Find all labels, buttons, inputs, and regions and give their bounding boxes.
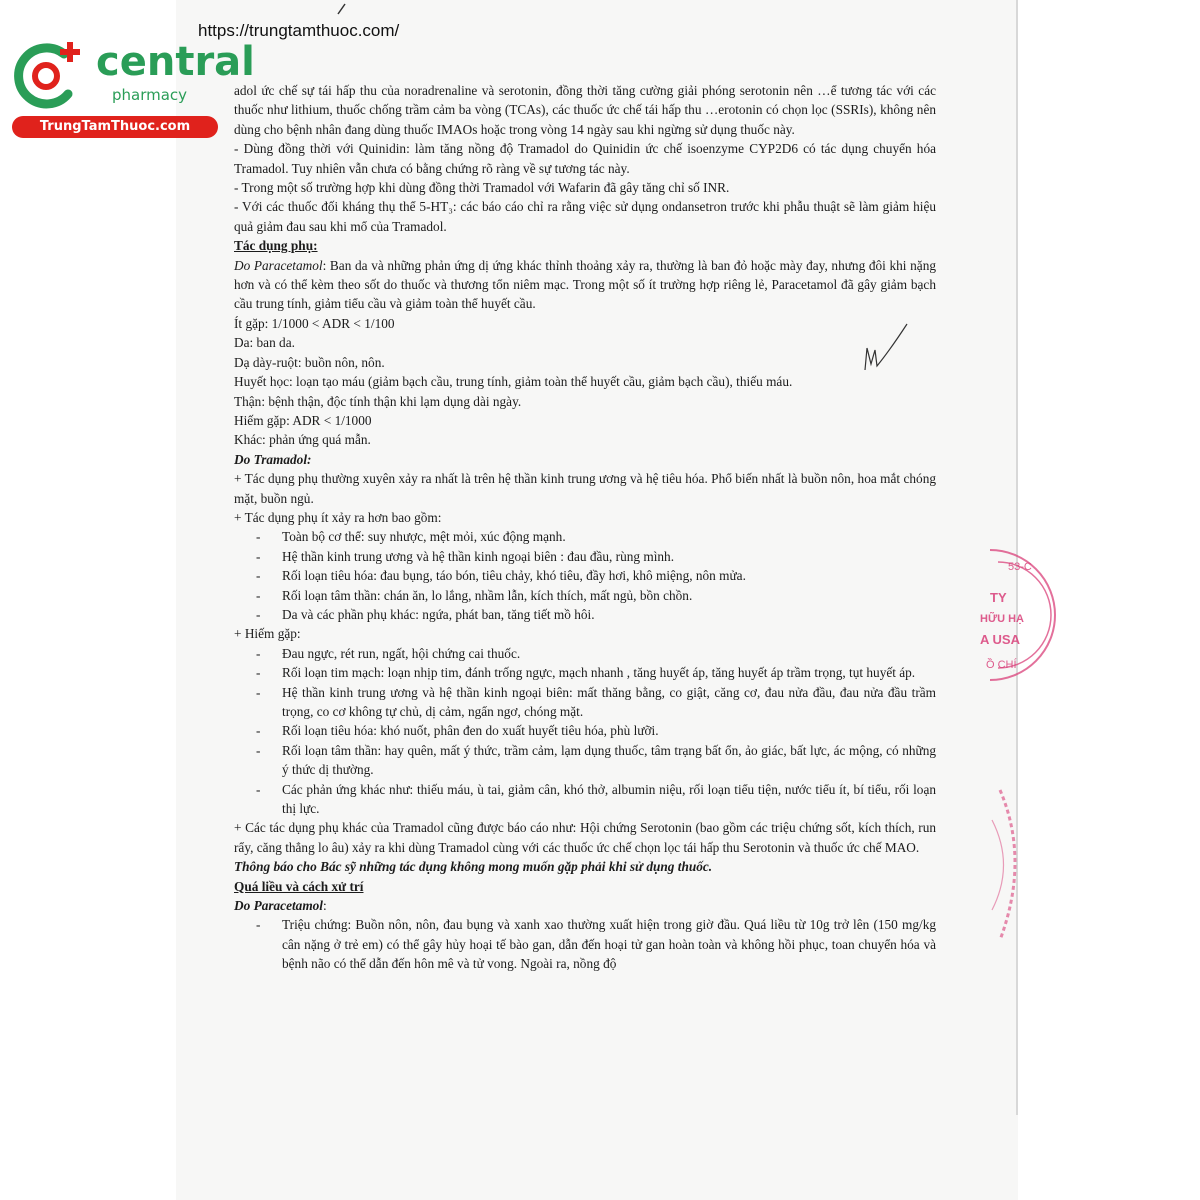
effect-line: Thận: bệnh thận, độc tính thận khi lạm dụng dài ngày. — [234, 393, 522, 409]
overdose-lead-colon: : — [323, 898, 327, 914]
effect-line: Huyết học: loạn tạo máu (giảm bạch cầu, trung tính, giảm toàn thể huyết cầu, giảm bạch cầu), thiếu máu. — [234, 374, 793, 390]
brand-name: central — [96, 39, 255, 85]
list-item: - Đau ngực, rét run, ngất, hội chứng cai thuốc. — [282, 644, 936, 663]
stamp-text: TY — [990, 590, 1007, 605]
tramadol-rare-title: + Hiếm gặp: — [234, 626, 301, 642]
stamp-text: HỮU HẠ — [980, 613, 1024, 625]
interaction-5ht3: - Với các thuốc đối kháng thụ thể 5-HT₃: các báo cáo chỉ ra rằng việc sử dụng ondansetron trước khi phẫu thuật sẽ làm giảm hiệu quả giảm đau sau khi mổ của Tramadol. — [234, 199, 936, 234]
source-url[interactable]: https://trungtamthuoc.com/ — [198, 21, 400, 40]
interaction-quinidin: - Dùng đồng thời với Quinidin: làm tăng nồng độ Tramadol do Quinidin ức chế isoenzyme CYP2D6 có tác dụng chuyển hóa Tramadol. Tuy nhiên vẫn chưa có bằng chứng rõ ràng về sự tương tác này. — [234, 141, 936, 176]
document-content — [234, 81, 936, 974]
paracetamol-paragraph — [234, 256, 936, 314]
signature-mark — [855, 320, 915, 380]
pen-mark-icon — [335, 2, 349, 16]
effect-line: Khác: phản ứng quá mẫn. — [234, 432, 371, 448]
stamp-text: A USA — [980, 632, 1020, 647]
interaction-paragraph: adol ức chế sự tái hấp thu của noradrenaline và serotonin, đồng thời tăng cường giải phóng serotonin nên …ể tương tác với các thuốc như lithium, thuốc chống trầm cảm ba vòng (TCAs), các thuốc ức chế tái hấp thu …erotonin có chọn lọc (SSRIs), không nên dùng cho bệnh nhân đang dùng thuốc IMAOs hoặc trong vòng 14 ngày sau khi ngừng sử dụng thuốc này. — [234, 83, 936, 137]
list-item: - Toàn bộ cơ thể: suy nhược, mệt mỏi, xúc động mạnh. — [282, 527, 936, 546]
central-pharmacy-logo[interactable] — [10, 36, 255, 136]
interaction-wafarin: - Trong một số trường hợp khi dùng đồng thời Tramadol với Wafarin đã gây tăng chỉ số INR. — [234, 180, 730, 196]
side-effects-heading: Tác dụng phụ: — [234, 238, 318, 254]
stamp-text: Ồ CHÍ — [986, 659, 1017, 671]
rare-list — [234, 644, 936, 819]
tramadol-other: + Các tác dụng phụ khác của Tramadol cũng được báo cáo như: Hội chứng Serotonin (bao gồm các triệu chứng sốt, kích thích, run rẩy, căng thẳng lo âu) xảy ra khi dùng Tramadol cùng với các thuốc ức chế chọn lọc tái hấp thu Serotonin và thuốc ức chế MAO. — [234, 820, 936, 855]
list-item: - Da và các phần phụ khác: ngứa, phát ban, tăng tiết mồ hôi. — [282, 605, 936, 624]
logo-c-cross-icon — [10, 36, 92, 118]
overdose-paracetamol-lead: Do Paracetamol — [234, 898, 324, 914]
overdose-list — [234, 915, 936, 973]
stamp-text: 53-C — [1008, 561, 1032, 573]
effect-line: Dạ dày-ruột: buồn nôn, nôn. — [234, 354, 385, 370]
tramadol-less-common-title: + Tác dụng phụ ít xảy ra hơn bao gồm: — [234, 509, 442, 525]
less-common-list — [234, 527, 936, 624]
stamp-partial-icon — [960, 780, 1080, 950]
site-banner: TrungTamThuoc.com — [12, 116, 218, 138]
list-item: - Các phản ứng khác như: thiếu máu, ù tai, giảm cân, khó thở, albumin niệu, rối loạn tiểu tiện, nước tiểu ít, bí tiểu, rối loạn thị lực. — [282, 780, 936, 819]
overdose-heading: Quá liều và cách xử trí — [234, 878, 364, 894]
frequency-line: Hiếm gặp: ADR < 1/1000 — [234, 412, 372, 428]
frequency-line: Ít gặp: 1/1000 < ADR < 1/100 — [234, 315, 395, 331]
list-item: - Hệ thần kinh trung ương và hệ thần kinh ngoại biên: mất thăng bằng, co giật, căng cơ, đau nửa đầu, đau nửa đầu trầm trọng, co cơ không tự chủ, dị cảm, ngẩn ngơ, chóng mặt. — [282, 683, 936, 722]
list-item: - Rối loạn tâm thần: chán ăn, lo lắng, nhầm lẫn, kích thích, mất ngủ, bồn chồn. — [282, 586, 936, 605]
tramadol-heading: Do Tramadol: — [234, 451, 312, 467]
list-item: - Triệu chứng: Buồn nôn, nôn, đau bụng và xanh xao thường xuất hiện trong giờ đầu. Quá liều từ 10g trở lên (150 mg/kg cân nặng ở trẻ em) có thể gây hủy hoại tế bào gan, dẫn đến hoại tử gan hoàn toàn và không hồi phục, toan chuyển hóa và bệnh não có thể dẫn đến hôn mê và tử vong. Ngoài ra, nồng độ — [282, 915, 936, 973]
list-item: - Rối loạn tiêu hóa: đau bụng, táo bón, tiêu chảy, khó tiêu, đầy hơi, khô miệng, nôn mửa. — [282, 566, 936, 585]
list-item: - Rối loạn tiêu hóa: khó nuốt, phân đen do xuất huyết tiêu hóa, phù lưỡi. — [282, 721, 936, 740]
tramadol-common: + Tác dụng phụ thường xuyên xảy ra nhất là trên hệ thần kinh trung ương và hệ tiêu hóa. Phổ biến nhất là buồn nôn, hoa mắt chóng mặt, buồn ngủ. — [234, 471, 936, 506]
list-item: - Rối loạn tim mạch: loạn nhịp tim, đánh trống ngực, mạch nhanh , tăng huyết áp, tăng huyết áp trầm trọng, tụt huyết áp. — [282, 663, 936, 682]
paracetamol-text: : Ban da và những phản ứng dị ứng khác thỉnh thoảng xảy ra, thường là ban đỏ hoặc mày đay, nhưng đôi khi nặng hơn và có thể kèm theo sốt do thuốc và thương tổn niêm mạc. Trong một số ít trường hợp riêng lẻ, Paracetamol đã gây giảm bạch cầu trung tính, giảm tiểu cầu và giảm toàn thể huyết cầu. — [234, 257, 936, 312]
doctor-notice: Thông báo cho Bác sỹ những tác dụng không mong muốn gặp phải khi sử dụng thuốc. — [234, 859, 713, 875]
list-item: - Hệ thần kinh trung ương và hệ thần kinh ngoại biên : đau đầu, rùng mình. — [282, 547, 936, 566]
list-item: - Rối loạn tâm thần: hay quên, mất ý thức, trầm cảm, lạm dụng thuốc, tâm trạng bất ổn, ảo giác, bất lực, ác mộng, có những ý thức dị thường. — [282, 741, 936, 780]
effect-line: Da: ban da. — [234, 335, 295, 351]
company-stamp — [950, 540, 1100, 690]
brand-subtitle: pharmacy — [112, 86, 188, 104]
paracetamol-lead: Do Paracetamol — [234, 257, 323, 273]
